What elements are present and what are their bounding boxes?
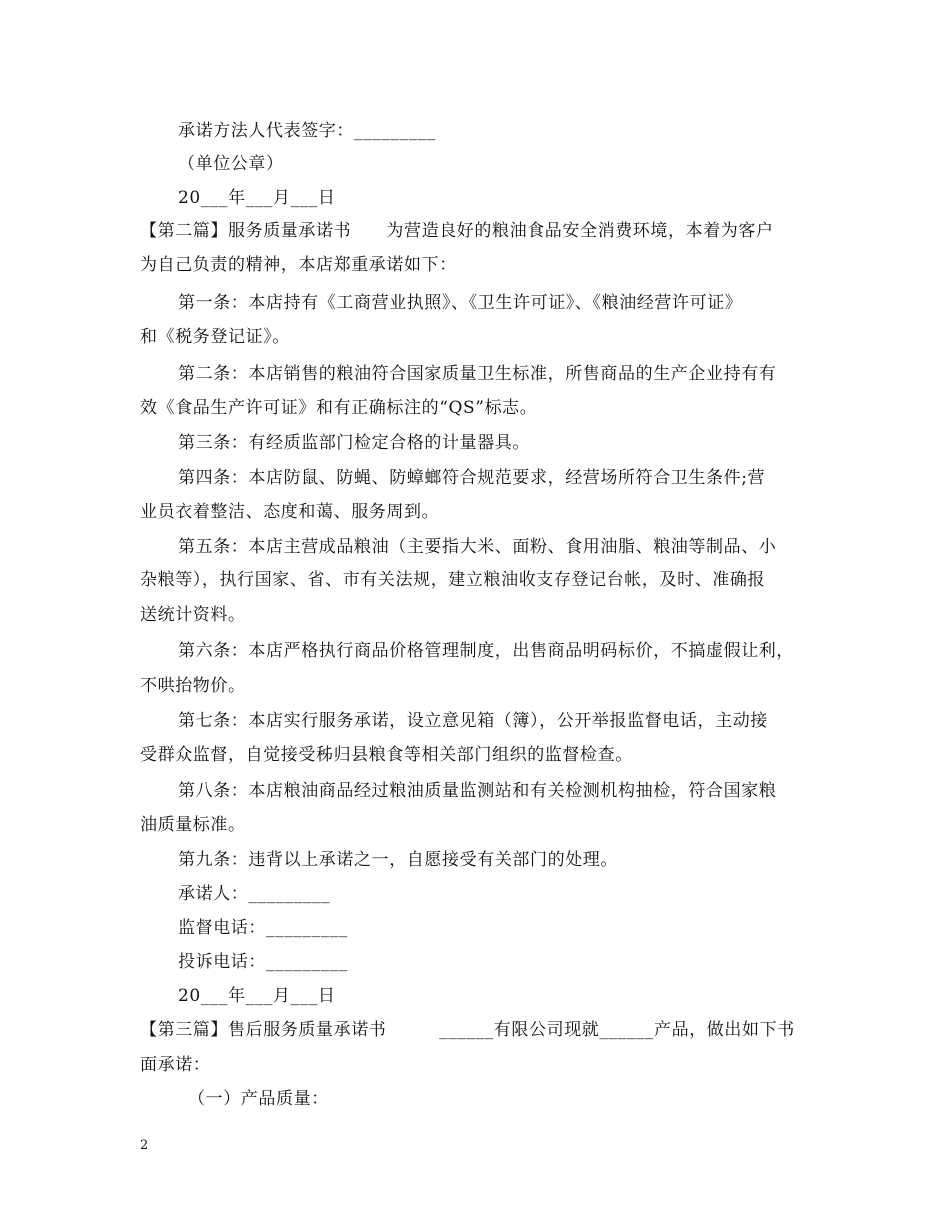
promisor-line: 承诺人：_________ bbox=[178, 884, 331, 904]
paragraph-line: 效《食品生产许可证》和有正确标注的“QS”标志。 bbox=[140, 398, 538, 418]
date-line: 20___年___月___日 bbox=[178, 188, 336, 208]
signature-line: 承诺方法人代表签字：_________ bbox=[178, 121, 436, 141]
article-two: 第二条：本店销售的粮油符合国家质量卫生标准，所售商品的生产企业持有有 bbox=[178, 364, 777, 384]
article-four: 第四条：本店防鼠、防蝇、防蟑螂符合规范要求，经营场所符合卫生条件;营 bbox=[178, 468, 766, 488]
paragraph-line: 不哄抬物价。 bbox=[140, 676, 246, 696]
complaint-phone-line: 投诉电话：_________ bbox=[178, 952, 348, 972]
article-nine: 第九条：违背以上承诺之一，自愿接受有关部门的处理。 bbox=[178, 850, 618, 870]
supervision-phone-line: 监督电话：_________ bbox=[178, 918, 348, 938]
article-seven: 第七条：本店实行服务承诺，设立意见箱（簿），公开举报监督电话，主动接 bbox=[178, 711, 768, 731]
article-three: 第三条：有经质监部门检定合格的计量器具。 bbox=[178, 433, 530, 453]
section-three-heading: 【第三篇】售后服务质量承诺书 ______有限公司现就______产品，做出如下书 bbox=[140, 1020, 795, 1040]
paragraph-line: 送统计资料。 bbox=[140, 605, 246, 625]
paragraph-line: 和《税务登记证》。 bbox=[140, 327, 290, 347]
paragraph-line: 业员衣着整洁、态度和蔼、服务周到。 bbox=[140, 502, 440, 522]
seal-line: （单位公章） bbox=[178, 154, 284, 174]
paragraph-line: 油质量标准。 bbox=[140, 815, 246, 835]
article-eight: 第八条：本店粮油商品经过粮油质量监测站和有关检测机构抽检，符合国家粮 bbox=[178, 781, 777, 801]
paragraph-line: 面承诺： bbox=[140, 1055, 211, 1075]
article-six: 第六条：本店严格执行商品价格管理制度，出售商品明码标价，不搞虚假让利， bbox=[178, 641, 794, 661]
date-line: 20___年___月___日 bbox=[178, 986, 336, 1006]
product-quality-heading: （一）产品质量： bbox=[188, 1089, 329, 1109]
article-five: 第五条：本店主营成品粮油（主要指大米、面粉、食用油脂、粮油等制品、小 bbox=[178, 537, 777, 557]
article-one: 第一条：本店持有《工商营业执照》、《卫生许可证》、《粮油经营许可证》 bbox=[178, 293, 743, 313]
page-number: 2 bbox=[140, 1138, 149, 1153]
paragraph-line: 杂粮等），执行国家、省、市有关法规，建立粮油收支存登记台帐，及时、准确报 bbox=[140, 570, 766, 590]
paragraph-line: 为自己负责的精神，本店郑重承诺如下： bbox=[140, 255, 457, 275]
section-two-heading: 【第二篇】服务质量承诺书 为营造良好的粮油食品安全消费环境，本着为客户 bbox=[140, 221, 774, 241]
paragraph-line: 受群众监督，自觉接受秭归县粮食等相关部门组织的监督检查。 bbox=[140, 745, 633, 765]
